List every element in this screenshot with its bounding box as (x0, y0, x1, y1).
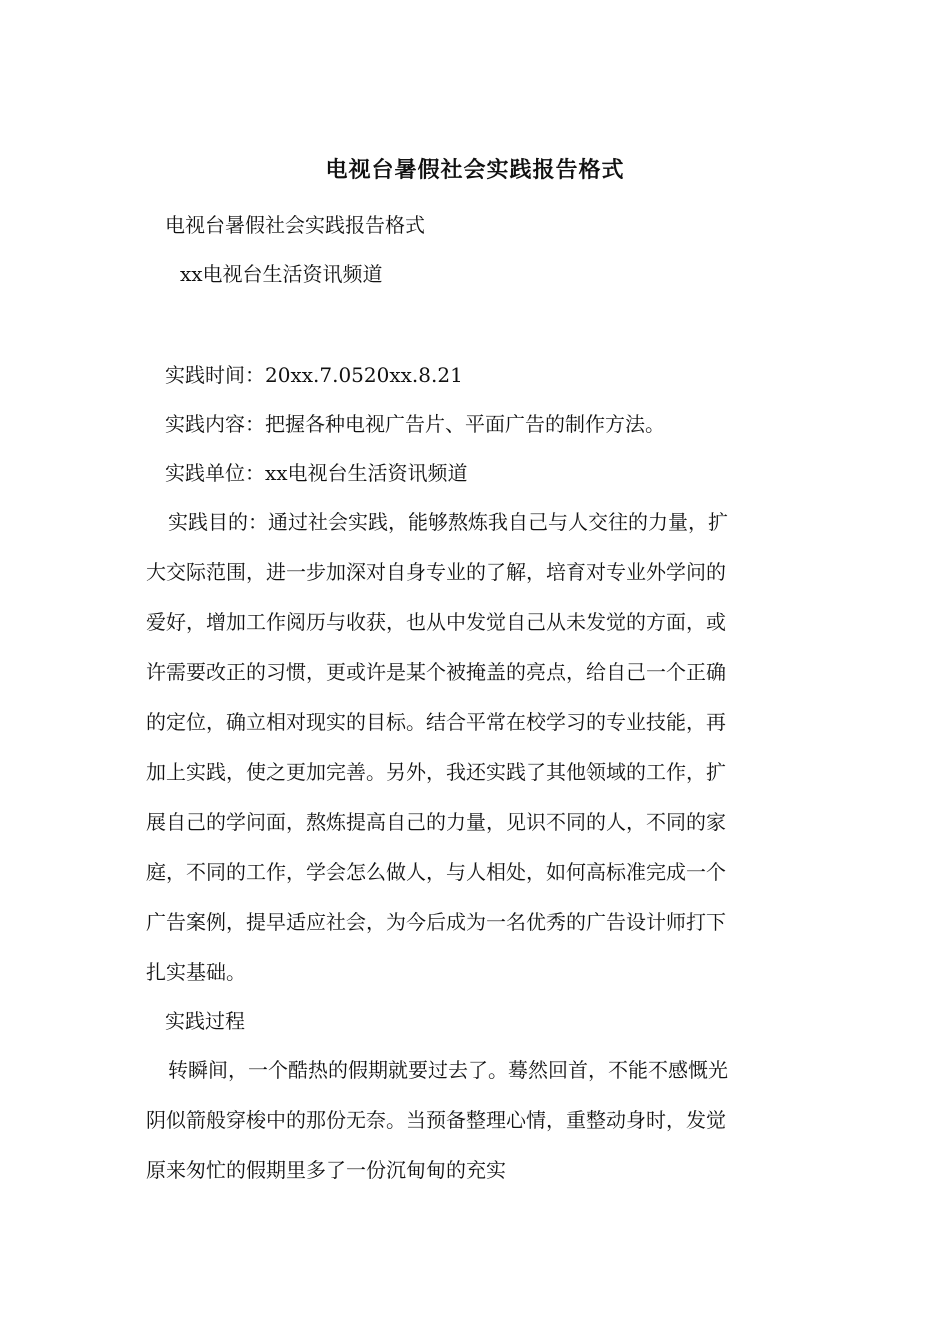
practice-unit: 实践单位：xx电视台生活资讯频道 (165, 461, 468, 485)
paragraph-line: 阴似箭般穿梭中的那份无奈。当预备整理心情，重整动身时，发觉 (146, 1108, 726, 1132)
channel-name: xx电视台生活资讯频道 (180, 262, 383, 286)
paragraph-line: 展自己的学问面，熬炼提高自己的力量，见识不同的人，不同的家 (146, 810, 726, 834)
paragraph-line: 原来匆忙的假期里多了一份沉甸甸的充实 (146, 1158, 506, 1182)
paragraph-line: 转瞬间，一个酷热的假期就要过去了。蓦然回首，不能不感慨光 (168, 1058, 728, 1082)
practice-content: 实践内容：把握各种电视广告片、平面广告的制作方法。 (165, 412, 665, 436)
practice-time: 实践时间：20xx.7.0520xx.8.21 (165, 363, 463, 387)
paragraph-line: 广告案例，提早适应社会，为今后成为一名优秀的广告设计师打下 (146, 910, 726, 934)
paragraph-line: 扎实基础。 (146, 960, 246, 984)
document-title: 电视台暑假社会实践报告格式 (325, 157, 625, 183)
paragraph-line: 爱好，增加工作阅历与收获，也从中发觉自己从未发觉的方面，或 (146, 610, 726, 634)
process-heading: 实践过程 (165, 1009, 245, 1033)
paragraph-line: 许需要改正的习惯，更或许是某个被掩盖的亮点，给自己一个正确 (146, 660, 726, 684)
practice-purpose-paragraph (146, 497, 806, 997)
paragraph-line: 庭，不同的工作，学会怎么做人，与人相处，如何高标准完成一个 (146, 860, 726, 884)
practice-process-paragraph (146, 1045, 806, 1195)
paragraph-line: 实践目的：通过社会实践，能够熬炼我自己与人交往的力量，扩 (168, 510, 728, 534)
document-subtitle: 电视台暑假社会实践报告格式 (165, 213, 425, 237)
paragraph-line: 大交际范围，进一步加深对自身专业的了解，培育对专业外学问的 (146, 560, 726, 584)
paragraph-line: 的定位，确立相对现实的目标。结合平常在校学习的专业技能，再 (146, 710, 726, 734)
paragraph-line: 加上实践，使之更加完善。另外，我还实践了其他领域的工作，扩 (146, 760, 726, 784)
